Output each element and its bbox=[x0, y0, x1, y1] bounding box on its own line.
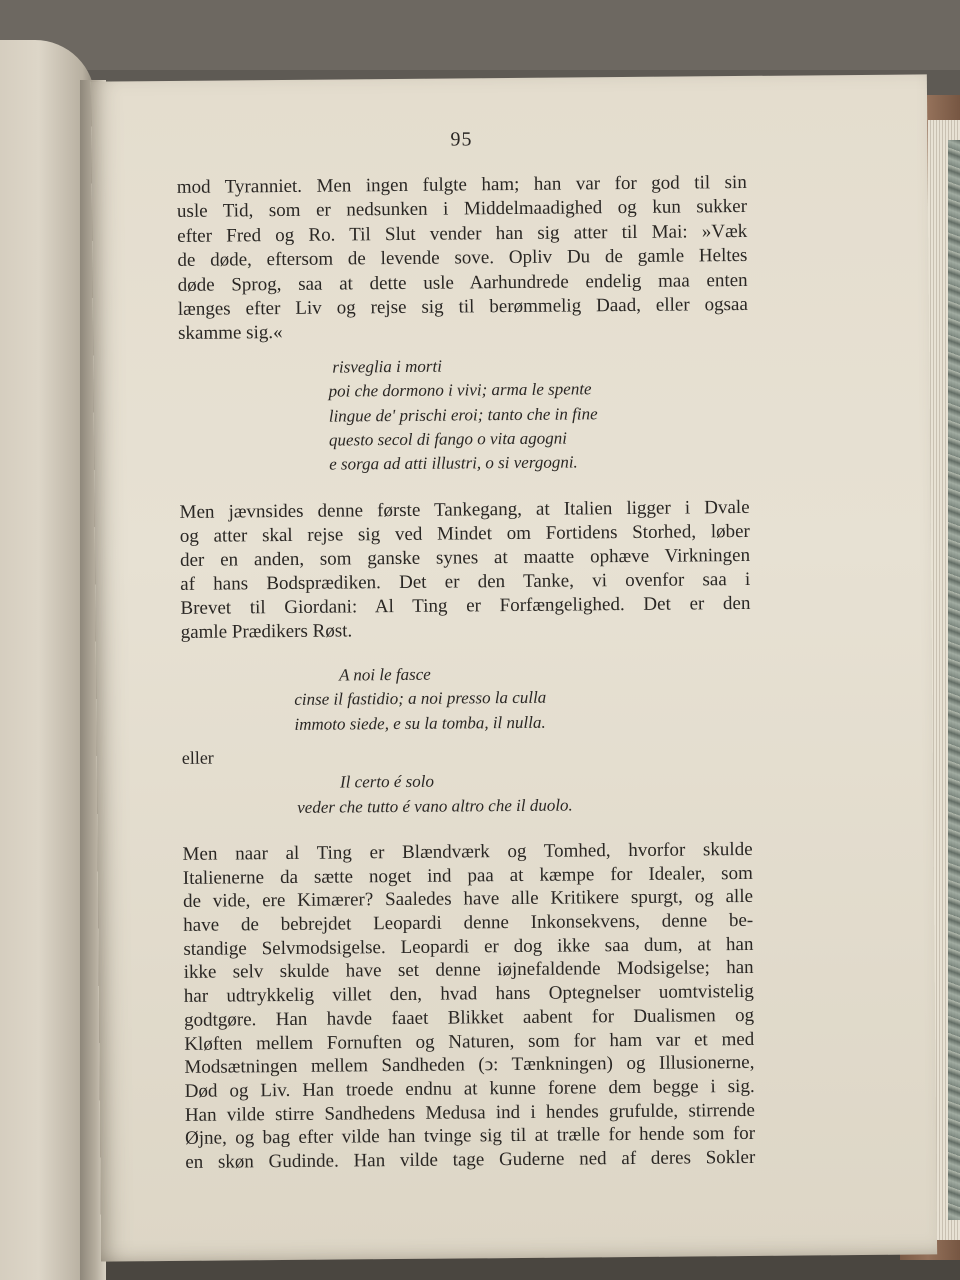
text-line: de vide, ere Kimærer? Saaledes have alle Kritikere spurgt, og alle bbox=[182, 886, 754, 913]
text-line: efter Fred og Ro. Til Slut vender han sig atter til Mai: »Væk bbox=[177, 220, 748, 247]
text-line: Kløften mellem Fornuften og Naturen, som for ham var et med bbox=[184, 1028, 755, 1055]
text-line: længes efter Liv og rejse sig til berømmelig Daad, eller ogsaa bbox=[177, 293, 748, 320]
verse-line: questo secol di fango o vita agogni bbox=[328, 428, 568, 450]
text-line: Italienerne da sætte noget ind paa at kæmpe for Idealer, som bbox=[182, 862, 753, 889]
text-line: en skøn Gudinde. Han vilde tage Guderne ned af deres Sokler bbox=[185, 1146, 756, 1173]
book-page bbox=[91, 74, 937, 1261]
text-line: have de bebrejdet Leopardi denne Inkonsekvens, denne be- bbox=[183, 909, 754, 936]
text-line: Men naar al Ting er Blændværk og Tomhed, hvorfor skulde bbox=[182, 838, 753, 865]
paragraph-1 bbox=[177, 171, 748, 347]
verse-quote-2 bbox=[181, 660, 752, 738]
verse-quote-1 bbox=[178, 352, 749, 479]
verse-line: risveglia i morti bbox=[332, 356, 443, 377]
verse-line: Il certo é solo bbox=[339, 771, 435, 792]
verse-line: e sorga ad atti illustri, o si vergogni. bbox=[329, 452, 578, 475]
text-line: Men jævnsides denne første Tankegang, at Italien ligger i Dvale bbox=[179, 496, 750, 523]
text-line: Brevet til Giordani: Al Ting er Forfængelighed. Det er den bbox=[180, 592, 751, 619]
text-line: Modsætningen mellem Sandheden (ↄ: Tænkningen) og Illusionerne, bbox=[184, 1052, 755, 1079]
text-line: godtgøre. Han havde faaet Blikket aabent for Dualismen og bbox=[183, 1004, 755, 1031]
text-line: af hans Bodsprædiken. Det er den Tanke, vi ovenfor saa i bbox=[180, 568, 751, 595]
text-line: Han vilde stirre Sandhedens Medusa ind i hendes grufulde, stirrende bbox=[184, 1099, 755, 1126]
verse-line: A noi le fasce bbox=[338, 664, 431, 685]
text-line: Øjne, og bag efter vilde han tvinge sig til at trælle for hende som for bbox=[185, 1123, 756, 1150]
verse-quote-3 bbox=[182, 767, 752, 821]
paragraph-3 bbox=[183, 838, 756, 1175]
text-line: der en anden, som ganske synes at maatte ophæve Virkningen bbox=[179, 544, 751, 571]
page-text bbox=[176, 126, 755, 1175]
verse-line: immoto siede, e su la tomba, il nulla. bbox=[294, 712, 546, 734]
text-line: de døde, eftersom de levende sove. Opliv Du de gamle Heltes bbox=[177, 245, 748, 272]
page-number: 95 bbox=[450, 128, 473, 151]
text-line: mod Tyranniet. Men ingen fulgte ham; han var for god til sin bbox=[176, 171, 747, 198]
text-line: gamle Prædikers Røst. bbox=[180, 620, 353, 643]
verse-line: cinse il fastidio; a noi presso la culla bbox=[294, 688, 547, 710]
paragraph-2 bbox=[180, 496, 751, 645]
marbled-edge bbox=[948, 140, 960, 1220]
text-line: og atter skal rejse sig ved Mindet om Fortidens Storhed, løber bbox=[179, 520, 750, 547]
text-line: usle Tid, som er nedsunken i Middelmaadighed og kun sukker bbox=[176, 196, 748, 223]
verse-line: lingue de' prischi eroi; tanto che in fine bbox=[328, 403, 598, 426]
connector-word: eller bbox=[181, 747, 214, 768]
text-line: Død og Liv. Han troede endnu at kunne forene dem begge i sig. bbox=[184, 1075, 755, 1102]
text-line: har udtrykkelig villet den, hvad hans Optegnelser uomtvistelig bbox=[183, 981, 754, 1008]
verse-line: poi che dormono i vivi; arma le spente bbox=[328, 379, 592, 401]
verse-line: veder che tutto é vano altro che il duolo. bbox=[297, 794, 573, 817]
text-line: skamme sig.« bbox=[177, 322, 283, 345]
text-line: standige Selvmodsigelse. Leopardi er dog ikke saa dum, at han bbox=[183, 933, 754, 960]
text-line: døde Sprog, saa at dette usle Aarhundrede endelig maa enten bbox=[177, 269, 748, 296]
background-top bbox=[0, 0, 960, 70]
text-line: ikke selv skulde have set denne iøjnefaldende Modsigelse; han bbox=[183, 957, 754, 984]
